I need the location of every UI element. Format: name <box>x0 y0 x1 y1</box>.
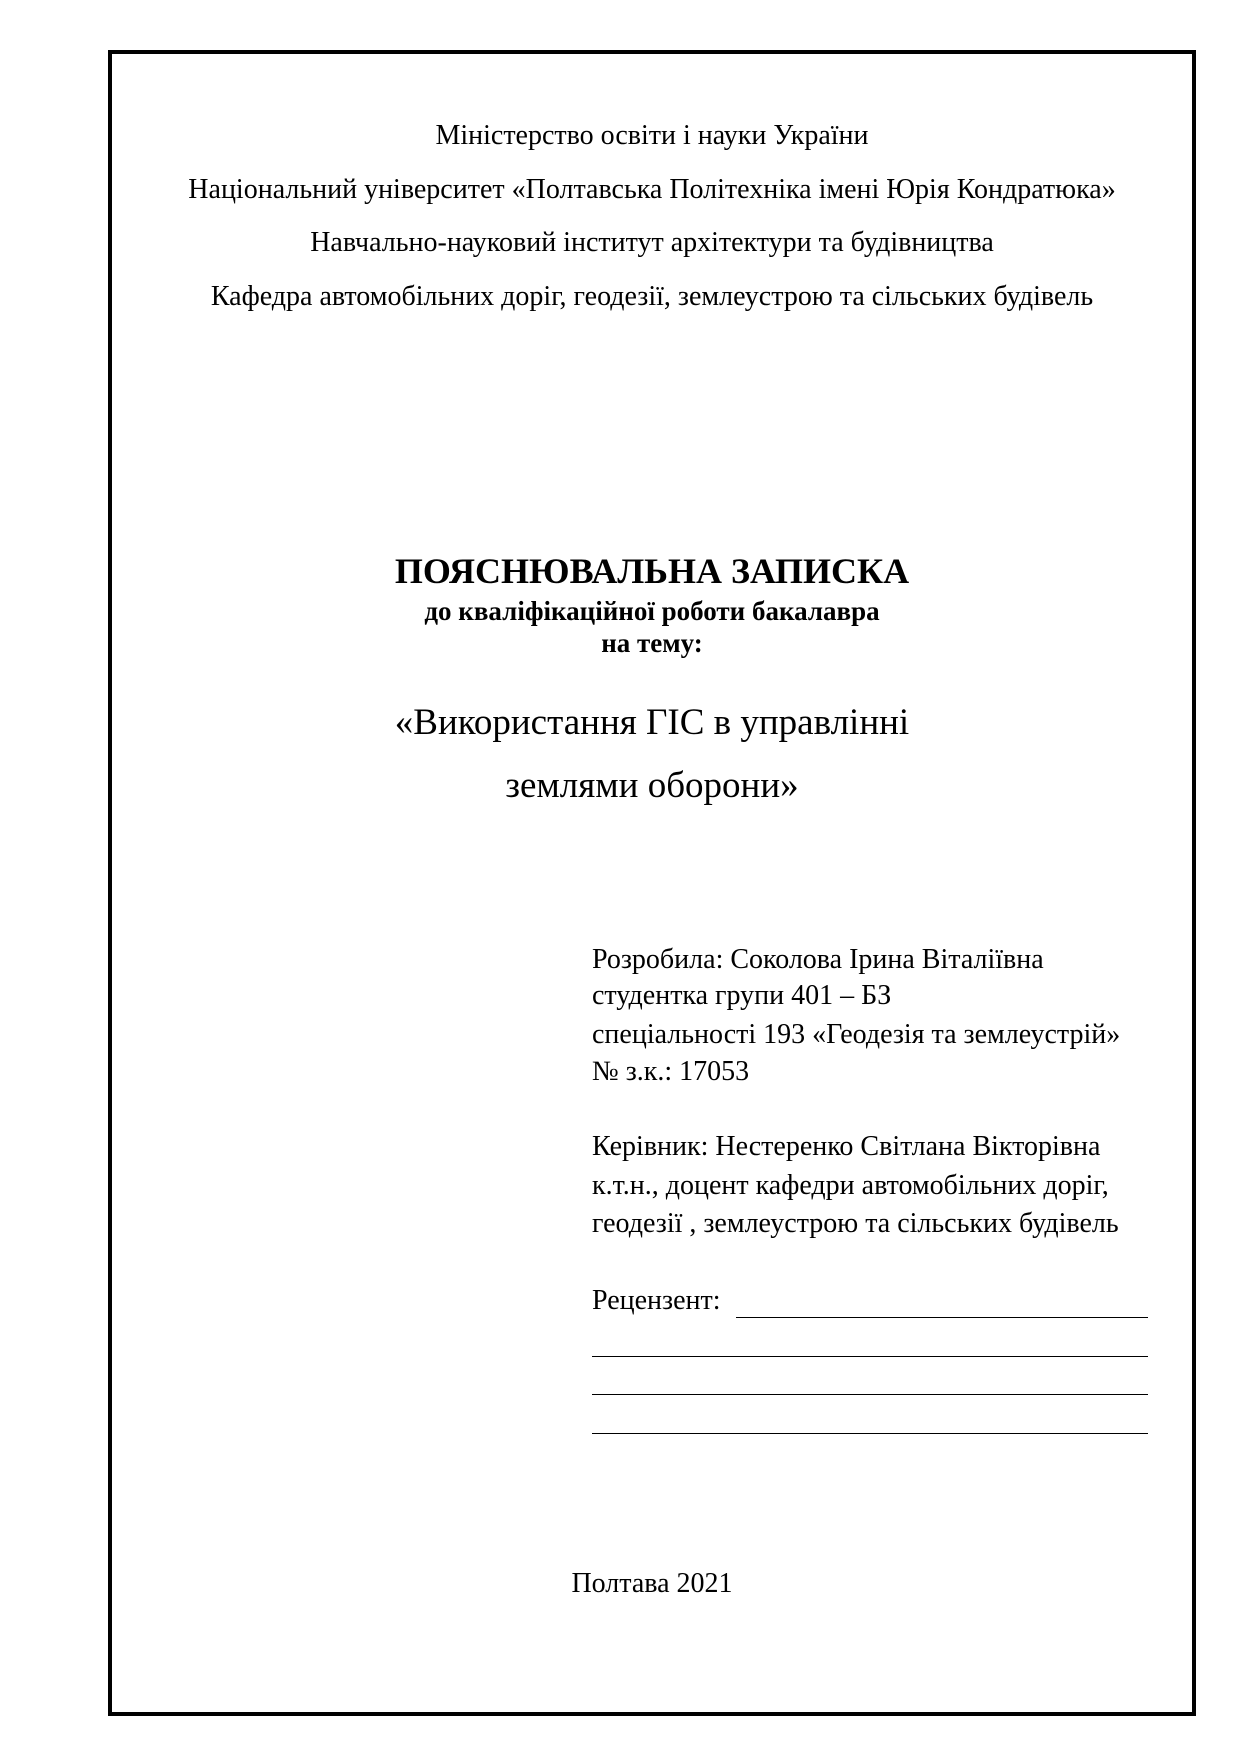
author-specialty: спеціальності 193 «Геодезія та землеустрій» <box>592 1019 1121 1050</box>
topic-line-2: землями оборони» <box>505 765 799 806</box>
reviewer-blank-line-1 <box>592 1356 1148 1357</box>
reviewer-blank-line-2 <box>592 1394 1148 1395</box>
author-record-book: № з.к.: 17053 <box>592 1056 750 1087</box>
supervisor-department: геодезії , землеустрою та сільських будівель <box>592 1208 1119 1239</box>
reviewer-blank-line-3 <box>592 1433 1148 1434</box>
university-line: Національний університет «Полтавська Політехніка імені Юрія Кондратюка» <box>188 174 1116 205</box>
topic-line-1: «Використання ГІС в управлінні <box>394 702 910 743</box>
author-group: студентка групи 401 – БЗ <box>592 980 892 1011</box>
document-title: ПОЯСНЮВАЛЬНА ЗАПИСКА <box>394 551 910 591</box>
topic-label: на тему: <box>601 628 703 658</box>
city-year: Полтава 2021 <box>571 1568 733 1599</box>
institute-line: Навчально-науковий інститут архітектури та будівництва <box>310 227 994 258</box>
reviewer-label: Рецензент: <box>592 1285 721 1316</box>
department-line: Кафедра автомобільних доріг, геодезії, землеустрою та сільських будівель <box>210 281 1094 312</box>
supervisor-title: к.т.н., доцент кафедри автомобільних доріг, <box>592 1170 1109 1201</box>
reviewer-signature-line <box>736 1317 1148 1318</box>
ministry-line: Міністерство освіти і науки України <box>435 120 869 151</box>
document-subtitle: до кваліфікаційної роботи бакалавра <box>424 596 880 626</box>
supervisor-name: Керівник: Нестеренко Світлана Вікторівна <box>592 1131 1101 1162</box>
author-name: Розробила: Соколова Ірина Віталіївна <box>592 944 1044 975</box>
